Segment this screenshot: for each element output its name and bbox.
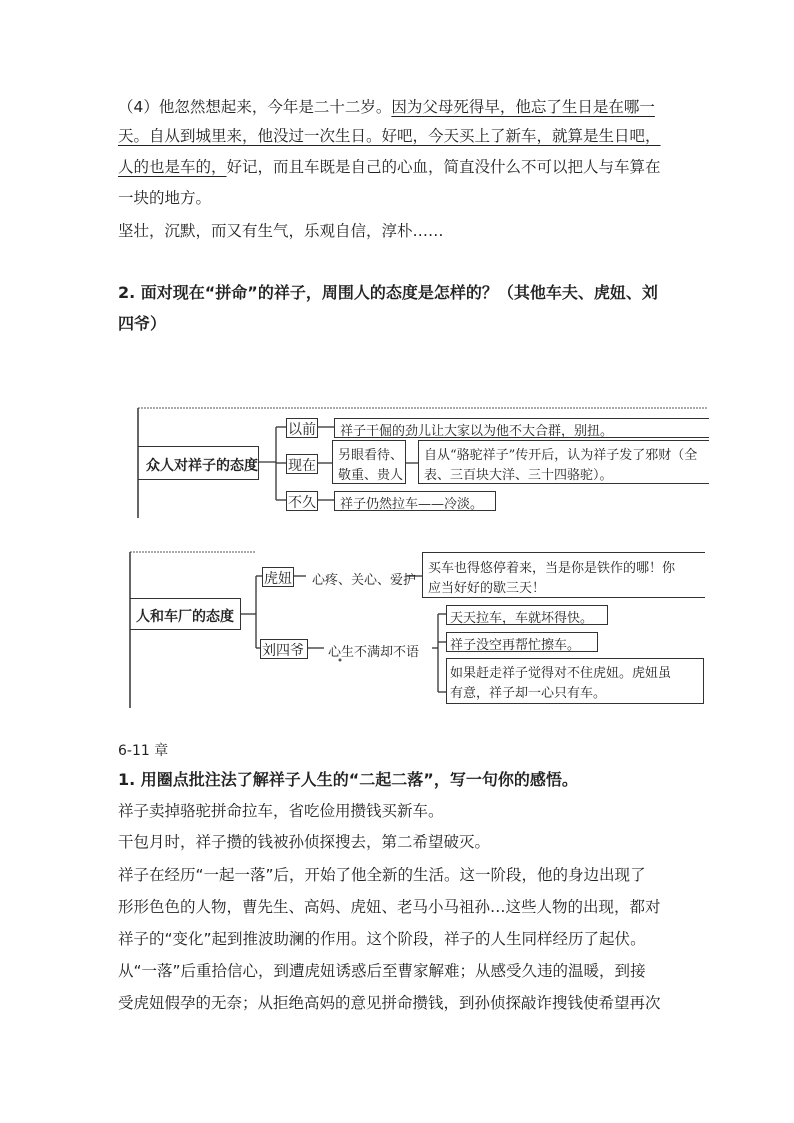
answer-line5: 祥子的“变化”起到推波助澜的作用。这个阶段，祥子的人生同样经历了起伏。 bbox=[118, 930, 646, 948]
diagram2-huniu-text-2: 应当好好的歇三天！ bbox=[428, 581, 546, 596]
question2-line2: 四爷） bbox=[118, 314, 167, 333]
chapter-heading: 6-11 章 bbox=[118, 743, 169, 759]
para4-line2-plain: 好吧，今天买上了新车，就算是生日吧， bbox=[381, 127, 661, 145]
diagram2-liusiye-mid: 心生不满却不语 bbox=[328, 645, 420, 660]
diagram1-soon-text: 祥子仍然拉车——冷淡。 bbox=[340, 497, 484, 512]
diagram2-liusiye-t3-1: 如果赶走祥子觉得对不住虎妞。虎妞虽 bbox=[450, 666, 672, 681]
para4-line1 bbox=[118, 97, 655, 117]
attitude-diagram-factory bbox=[126, 548, 706, 710]
diagram1-now-text-1: 自从“骆驼祥子”传开后，认为祥子发了邪财（全 bbox=[424, 448, 698, 463]
question2-line1: 2. 面对现在“拼命”的祥子，周围人的态度是怎样的？（其他车夫、虎妞、刘 bbox=[118, 283, 658, 302]
diagram1-label-before: 以前 bbox=[288, 422, 316, 438]
para4-line4: 一块的地方。 bbox=[118, 189, 212, 207]
diagram2-liusiye-t3-2: 有意，祥子却一心只有车。 bbox=[450, 686, 607, 701]
diagram2-huniu-mid: 心疼、关心、爱护 bbox=[312, 573, 417, 588]
diagram1-root: 众人对祥子的态度 bbox=[146, 458, 258, 474]
answer-line2: 干包月时，祥子攒的钱被孙侦探搜去，第二希望破灭。 bbox=[118, 833, 491, 851]
question1: 1. 用圈点批注法了解祥子人生的“二起二落”，写一句你的感悟。 bbox=[118, 770, 578, 789]
diagram2-root: 人和车厂的态度 bbox=[136, 609, 234, 625]
para4-line3-underlined: 人的也是车的， bbox=[118, 158, 227, 176]
diagram1-label-now: 现在 bbox=[288, 458, 316, 474]
diagram2-liusiye-t1: 天天拉车，车就坏得快。 bbox=[450, 611, 594, 626]
attitude-diagram-crowd bbox=[130, 400, 710, 520]
answer-line7: 受虎妞假孕的无奈；从拒绝高妈的意见拼命攒钱，到孙侦探敲诈搜钱使希望再次 bbox=[118, 994, 661, 1012]
answer-line1: 祥子卖掉骆驼拼命拉车，省吃俭用攒钱买新车。 bbox=[118, 802, 444, 820]
diagram2-label-huniu: 虎妞 bbox=[264, 571, 292, 587]
para4-line2-underlined: 天。自从到城里来，他没过一次生日。 bbox=[118, 127, 382, 145]
diagram1-label-soon: 不久 bbox=[288, 495, 316, 511]
para4-line1-underlined: 因为父母死得早，他忘了生日是在哪一 bbox=[391, 98, 655, 116]
answer-line6: 从“一落”后重拾信心，到遭虎妞诱惑后至曹家解难；从感受久违的温暖，到接 bbox=[118, 962, 646, 980]
diagram2-label-liusiye: 刘四爷 bbox=[262, 643, 304, 659]
para4-line3 bbox=[118, 157, 661, 177]
diagram1-before-text: 祥子干倔的劲儿让大家以为他不大合群，别扭。 bbox=[340, 424, 614, 439]
diagram1-now-mid-1: 另眼看待、 bbox=[338, 448, 404, 463]
diagram1-now-text-2: 表、三百块大洋、三十四骆驼）。 bbox=[424, 468, 613, 483]
diagram2-liusiye-t2: 祥子没空再帮忙擦车。 bbox=[450, 638, 581, 653]
para4-line1-plain: （4）他忽然想起来，今年是二十二岁。 bbox=[118, 98, 392, 116]
answer-line4: 形形色色的人物，曹先生、高妈、虎妞、老马小马祖孙…这些人物的出现，都对 bbox=[118, 898, 661, 916]
para4-line2 bbox=[118, 126, 661, 146]
answer-line3: 祥子在经历“一起一落”后，开始了他全新的生活。这一阶段，他的身边出现了 bbox=[118, 866, 646, 884]
traits-line: 坚壮，沉默，而又有生气，乐观自信，淳朴…… bbox=[118, 222, 444, 240]
diagram2-huniu-text-1: 买车也得悠停着来，当是你是铁作的哪！你 bbox=[428, 561, 676, 576]
para4-line3-plain: 好记，而且车既是自己的心血，简直没什么不可以把人与车算在 bbox=[226, 158, 661, 176]
diagram1-now-mid-2: 敬重、贵人 bbox=[338, 468, 404, 483]
